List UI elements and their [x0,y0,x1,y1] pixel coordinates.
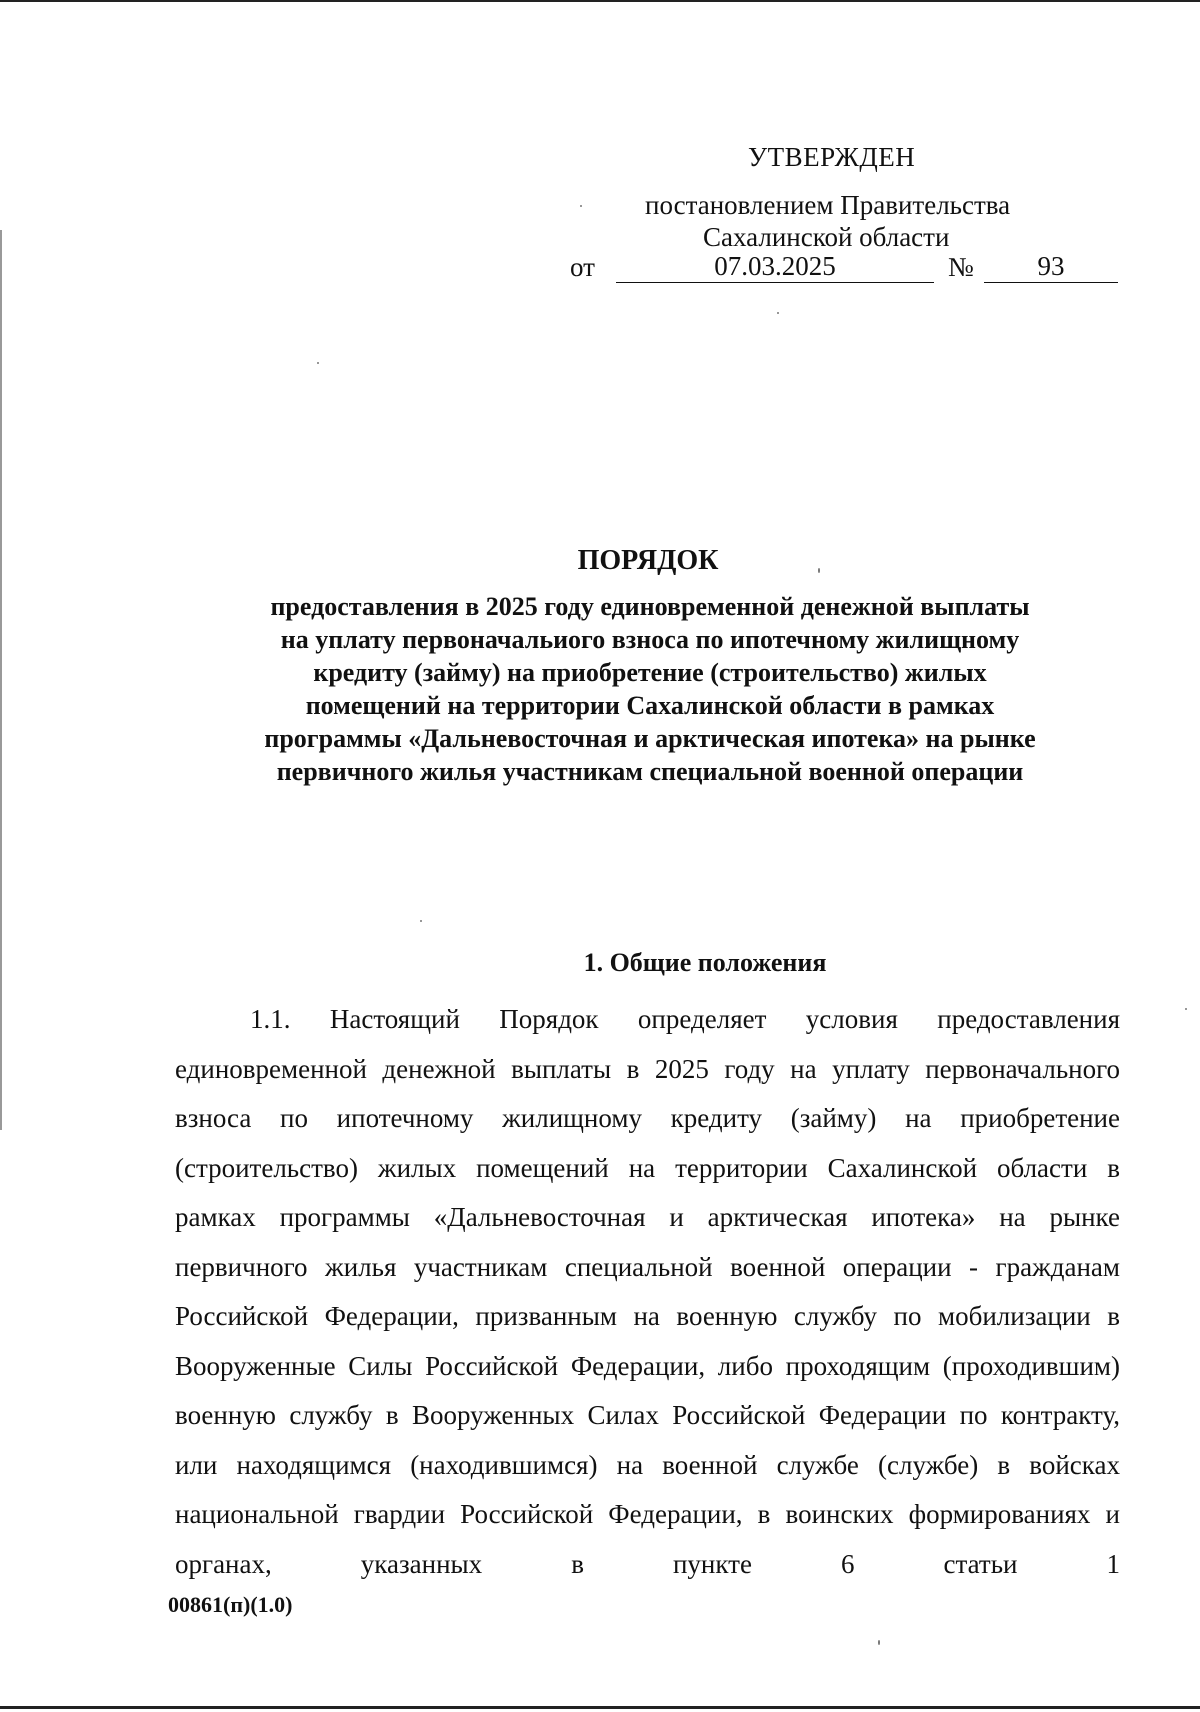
paragraph-1-1: 1.1. Настоящий Порядок определяет условия предоставления единовременной денежной выплаты в 2025 году на уплату первоначального взноса по ипотечному жилищному кредиту (займу) на приобретение (строительство) жилых помещений на территории Сахалинской области в рамках программы «Дальневосточная и арктическая ипотека» на рынке первичного жилья участникам специальной военной операции - гражданам Российской Федерации, призванным на военную службу по мобилизации в Вооруженные Силы Российской Федерации, либо проходящим (проходившим) военную службу в Вооруженных Силах Российской Федерации по контракту, или находящимся (находившимся) на военной службе (службе) в войсках национальной гвардии Российской Федерации, в воинских формированиях и органах, указанных в пункте 6 статьи 1 [175,1004,1120,1579]
section-heading: 1. Общие положения [583,948,827,977]
scan-speck [420,920,422,922]
scan-speck [317,362,319,364]
approval-date-row [570,250,1090,286]
scan-edge-bottom [0,1706,1200,1709]
scan-speck [878,1640,880,1645]
scan-edge-top [0,0,1200,2]
approval-stamp-title: УТВЕРЖДЕН [748,142,916,172]
document-title: ПОРЯДОК [577,545,719,576]
scan-speck [1185,1008,1187,1010]
footer-document-code: 00861(п)(1.0) [168,1592,293,1617]
approval-date: 07.03.2025 [616,250,934,283]
scan-speck [818,568,820,573]
document-subtitle: предоставления в 2025 году единовременной денежной выплаты на уплату первоначальиого взноса по ипотечному жилищному кредиту (займу) на приобретение (строительство) жилых помещений на территории Сахалинской области в рамках программы «Дальневосточная и арктическая ипотека» на рынке первичного жилья участникам специальной военной операции [264,592,1036,786]
approval-by-line: постановлением Правительства [645,190,1011,220]
scan-edge-left [0,230,2,1130]
scan-speck [580,205,582,207]
scan-speck [777,312,779,314]
approval-number: 93 [984,250,1118,283]
approval-region-line: Сахалинской области [703,222,950,252]
number-sign-label: № [948,252,974,282]
from-label: от [570,252,595,282]
